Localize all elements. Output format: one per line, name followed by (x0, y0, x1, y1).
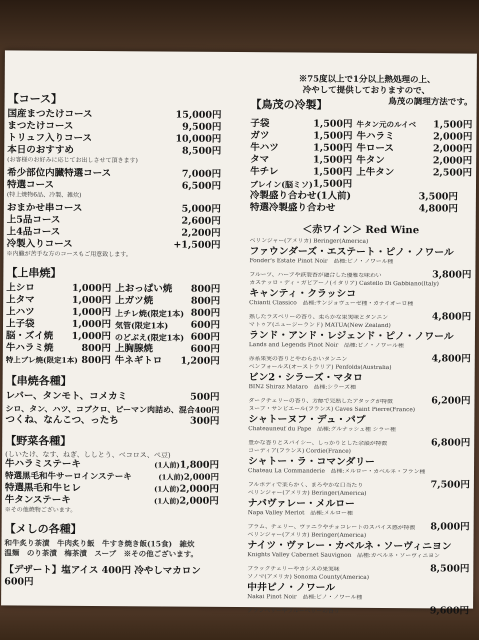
course-row: まつたけコース 9,500円 (7, 120, 222, 133)
wine-item (249, 280, 471, 323)
wine-description: フルーツ、ハーブや鉄製香が融合した優雅な味わい (249, 271, 382, 279)
wine-name: ファウンダーズ・エステート・ピノ・ノワール (249, 245, 454, 258)
kushi-header: 【上串焼】 (6, 266, 62, 280)
wine-price: 7,500円 (430, 479, 470, 491)
wine-desc-row (248, 391, 470, 407)
meshi-line: 温麺 のり茶漬 梅茶漬 スープ ※その他ございます。 (4, 548, 199, 559)
reisei-item: タマ 1,500円 (250, 154, 353, 166)
wine-variety: BIN2 Shiraz Mataro 品種:シラーズ種 (248, 383, 356, 391)
wine-item (247, 574, 469, 617)
wine-producer: コーディア(フランス) Cordie(France) (248, 448, 351, 455)
wine-producer: ヌーブ・サンピエール(フランス) Caves Saint Pierre(France) (248, 406, 416, 414)
kushi-all-row: シロ、タン、ハツ、コブクロ、ピーマン肉詰め、混合 400円 (5, 403, 220, 415)
yasai-note2: ※その他焼物ございます。 (4, 506, 77, 514)
wine-producer: ベンフォールズ(オーストラリア) Penfolds(Australia) (248, 364, 392, 372)
wine-price: 8,000円 (430, 521, 470, 533)
kushi-item: のどぶえ(限定1本) 600円 (114, 331, 220, 343)
course-row: 特選コース 6,500円 (6, 179, 222, 192)
wine-description: 熟したラズベリーの香り、柔らかな果実味とタンニン (249, 313, 389, 321)
meshi-line: 和牛炙り茶漬 牛肉炙り飯 牛すき焼き飯(15食) 雑炊 (4, 538, 195, 549)
meshi-header: 【メしの各種】 (4, 522, 82, 536)
reisei-head-row (251, 96, 473, 114)
course-list-1 (7, 108, 221, 157)
kushi-item: 上チレ焼(限定1本) 800円 (115, 307, 221, 319)
wine-item (248, 448, 470, 491)
wine-list (247, 238, 472, 617)
yasai-header: 【野菜各種】 (5, 434, 72, 448)
reisei-item: ブレイン(脳ミソ) 1,500円 (249, 178, 353, 190)
left-column (4, 84, 222, 589)
course-header: 【コース】 (7, 92, 63, 106)
wine-variety: Chateau La Commanderie 品種:メルロー・カベルネ・フラン種 (247, 467, 426, 475)
wine-item (248, 406, 470, 449)
kushi-all-header: 【串焼各種】 (5, 374, 72, 388)
wine-variety: Fonder's Estate Pinot Noir 品種:ピノ・ノワール種 (249, 257, 394, 265)
wine-producer: カステッロ・ディ・ガビアーノ(イタリア) Castello Di Gabbiano(Italy) (249, 280, 439, 288)
kushi-item: 特上ブレ焼(限定1本) 800円 (5, 354, 111, 367)
reisei-item: ガツ 1,500円 (250, 130, 353, 142)
wine-variety: Knights Valley Cabernet Sauvignon 品種:カベルネ・ソーヴィニヨン (247, 551, 440, 559)
notice-line: ※75度以上で1分以上熱処理の上、 (298, 74, 436, 86)
course-row: 冷製入りコース +1,500円 (6, 238, 221, 251)
reisei-item (356, 179, 472, 192)
wine-desc-row (249, 307, 471, 323)
wine-price: 8,500円 (430, 563, 470, 575)
wine-item (248, 364, 470, 407)
course-note: (特上焼物6品、冷製、雑炊) (6, 191, 82, 199)
wine-price: 6,200円 (431, 395, 471, 407)
reisei-item: 牛チレ 1,500円 (250, 166, 353, 178)
kushi-item: 気管(限定1本) 600円 (114, 319, 221, 331)
wine-name: キャンティ・クラッシコ (249, 287, 357, 300)
kushi-item: 上子袋 1,000円 (5, 318, 112, 331)
steak-row: 牛ハラミステーキ (1人前)1,800円 (5, 458, 220, 471)
reisei-item: 牛ハツ 1,500円 (250, 142, 353, 154)
wine-desc-row (249, 349, 471, 365)
wine-desc-row (247, 559, 469, 575)
notice-line: 冷やして提供しておりますので、 (302, 85, 431, 97)
wine-item (249, 322, 471, 365)
kushi-item: 牛ネギトロ 1,200円 (114, 355, 220, 367)
wine-name: ナパヴァレー・メルロー (247, 497, 355, 510)
course-note: (お客様のお好みに応じてお出しさせて頂きます) (7, 156, 138, 165)
reisei-item: 牛タン 2,000円 (356, 154, 473, 167)
kushi-item: 上タマ 1,000円 (6, 294, 112, 307)
right-column (247, 74, 473, 618)
wine-description: 豊かな香りとスパイシー、しっかりとした余韻が特徴 (248, 439, 388, 447)
wine-description: プラム、チェリー、ヴァニラやチョコレートのスパイス感が特徴 (247, 523, 416, 531)
wine-producer: ベリンジャー(アメリカ) Beringer(America) (247, 490, 367, 497)
steak-row: 特選黒毛和牛ヒレ (1人前)2,000円 (4, 482, 219, 495)
wine-producer: ソノマ(アメリカ) Sonoma County(America) (247, 574, 370, 581)
wine-item (248, 490, 470, 533)
kushi-item: 脳・ズイ焼 1,000円 (5, 330, 111, 343)
course-row: 上5品コース 2,600円 (6, 214, 221, 227)
wine-title: ＜赤ワイン＞ Red Wine (302, 224, 420, 237)
course-row: 本日のおすすめ 8,500円 (7, 144, 222, 157)
menu-sheet (1, 50, 477, 617)
wine-desc-row (247, 601, 469, 617)
wine-description: 赤系果実の香りとやわらかいタンニン (248, 355, 348, 363)
wine-variety: Lands and Legends Pinot Noir 品種:ピノ・ノワール種 (248, 341, 404, 349)
wine-name: ランド・アンド・レジェンド・ピノ・ノワール (248, 329, 454, 342)
reisei-item: 牛ハラミ 2,000円 (356, 130, 473, 143)
wine-item (247, 532, 469, 575)
wine-variety: Nakai Pinot Noir 品種:ピノ・ノワール種 (247, 593, 363, 601)
wine-producer: マトゥア(ニュージーランド) MATUA(New Zealand) (249, 322, 391, 330)
wine-producer: ベリンジャー(アメリカ) Beringer(America) (247, 532, 367, 539)
wine-description: ダークチェリーの香り、芳醇で完熟したアタックが特徴 (248, 397, 393, 405)
wine-variety: Chianti Classico 品種:サンジョヴェーゼ種・カナイオーロ種 (249, 299, 414, 307)
notice-line: 鳥茂の調理方法です。 (388, 97, 473, 108)
wine-name: 中井ピノ・ノワール (247, 581, 336, 594)
reisei-item: 牛タン元のルイベ 1,500円 (356, 119, 473, 131)
wine-name: ビン2・シラーズ・マタロ (248, 371, 363, 384)
reisei-item: 上牛タン 2,500円 (356, 166, 473, 179)
kushi-item: 上ガツ焼 800円 (115, 295, 221, 307)
wine-desc-row (249, 265, 471, 281)
kushi-all-row: つくね、なんこつ、ったち 300円 (5, 414, 220, 427)
wine-variety: Chateauneuf du Pape 品種:グルナッシュ種 シラー種 (248, 425, 396, 433)
yasai-note: (しいたけ、なす、ねぎ、ししとう、ベコロス、ぺ豆) (5, 450, 171, 460)
reisei-grid (250, 118, 472, 192)
kushi-grid (6, 282, 221, 367)
reisei-item: 牛ロース 2,000円 (356, 142, 473, 155)
kushi-item: 上ハツ 1,000円 (6, 306, 112, 319)
steak-row: 特選黒毛和牛サーロインステーキ (1人前)2,000円 (4, 471, 219, 483)
wine-price: 4,800円 (431, 311, 472, 323)
course-row: 上4品コース 2,200円 (6, 226, 221, 239)
course-row: 希少部位内臓特選コース 7,000円 (7, 167, 222, 180)
wine-description: フルボディで柔らかく、まろやかな口当たり (247, 481, 364, 489)
course-note: ※内臓が苦手な方のコースもご用意致します。 (6, 250, 132, 259)
course-row: トリュフ入りコース 10,000円 (7, 132, 222, 145)
wine-variety: Napa Valley Merlot 品種:メルロー種 (247, 509, 353, 517)
kushi-item: 牛ハラミ焼 800円 (5, 342, 111, 355)
wine-name: シャトー・ラ・コマンダリー (248, 455, 375, 468)
wine-name: ナイツ・ヴァレー・カベルネ・ソーヴィニヨン (247, 539, 452, 552)
wine-price: 3,800円 (432, 269, 472, 281)
kushi-item: 上おっぱい焼 800円 (115, 283, 221, 295)
wine-description: クランベリーやブルーベリーの香り (247, 607, 340, 615)
wine-price: 4,800円 (431, 353, 471, 365)
wine-desc-row (248, 433, 470, 449)
wine-name: シャトーヌフ・デュ・パプ (248, 413, 366, 426)
wine-desc-row (248, 517, 470, 533)
reisei-header: 【鳥茂の冷製】 (250, 98, 328, 112)
wine-description: ブラックチェリーやカシスの果実味 (247, 565, 340, 573)
kushi-all-row: レバー、タンモト、コメカミ 500円 (5, 390, 220, 403)
wine-desc-row (248, 475, 470, 491)
reisei-set-row: 冷製盛り合わせ(1人前) 3,500円 (249, 190, 458, 203)
course-row: 国産まつたけコース 15,000円 (7, 108, 222, 121)
wine-price: 6,800円 (430, 437, 471, 449)
reisei-item: 子袋 1,500円 (250, 118, 353, 130)
kushi-item: 上胸腺焼 600円 (114, 343, 220, 355)
wine-producer: ベリンジャー(アメリカ) Beringer(America) (249, 238, 369, 245)
kushi-item: 上シロ 1,000円 (6, 282, 112, 295)
dessert-line: 【デザート】塩アイス 400円 冷やしマカロン 600円 (4, 564, 201, 588)
reisei-set-row: 特選冷製盛り合わせ 4,800円 (249, 202, 458, 215)
wine-price: 9,600円 (429, 605, 470, 617)
steak-row: 牛タンステーキ (1人前)2,000円 (4, 494, 219, 507)
course-row: おまかせ串コース 5,000円 (6, 202, 221, 215)
wine-item (249, 238, 471, 281)
